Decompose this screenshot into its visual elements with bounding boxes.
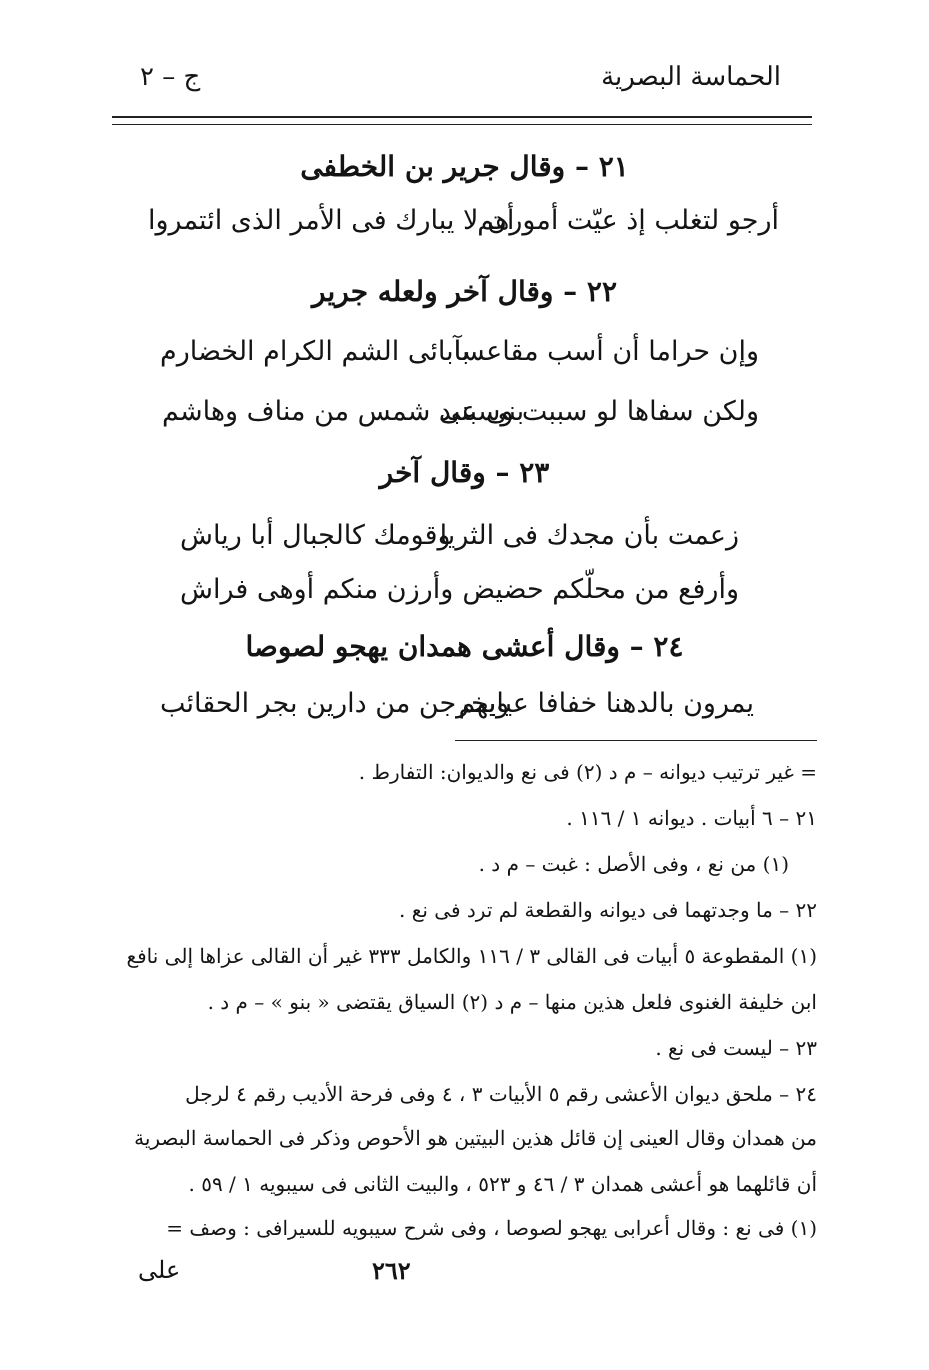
volume-indicator: ج – ٢ (140, 62, 201, 92)
footnote-line: ٢٣ – ليست فى نع . (655, 1036, 817, 1060)
verse-second-hemistich: وأرزن منكم أوهى فراش (180, 574, 454, 605)
footnote-separator (455, 740, 817, 741)
catchword: على (138, 1256, 181, 1284)
verse-second-hemistich: بآبائى الشم الكرام الخضارم (160, 336, 470, 367)
poem-heading: ٢١ – وقال جرير بن الخطفى (300, 150, 629, 183)
footnote-line: (١) المقطوعة ٥ أبيات فى القالى ٣ / ١١٦ والكامل ٣٣٣ غير أن القالى عزاها إلى نافع (126, 944, 817, 968)
page-number: ٢٦٢ (372, 1256, 411, 1285)
verse-second-hemistich: بنى عبد شمس من مناف وهاشم (162, 396, 525, 427)
footnote-line: ٢٢ – ما وجدتهما فى ديوانه والقطعة لم ترد فى نع . (399, 898, 817, 922)
poem-heading: ٢٣ – وقال آخر (379, 456, 550, 489)
footnote-line: أن قائلهما هو أعشى همدان ٣ / ٤٦ و ٥٢٣ ، والبيت الثانى فى سيبويه ١ / ٥٩ . (188, 1172, 817, 1196)
footnote-line: = غير ترتيب ديوانه – م د (٢) فى نع والديوان: التفارط . (358, 760, 817, 784)
footnote-line: (١) من نع ، وفى الأصل : غبت – م د . (478, 852, 789, 876)
footnote-line: ابن خليفة الغنوى فلعل هذين منها – م د (٢) السياق يقتضى « بنو » – م د . (207, 990, 817, 1014)
verse-first-hemistich: أرجو لتغلب إذ عيّت أمورهم (477, 205, 779, 236)
footnote-line: ٢٤ – ملحق ديوان الأعشى رقم ٥ الأبيات ٣ ، ٤ وفى فرحة الأديب رقم ٤ لرجل (185, 1082, 817, 1106)
verse-second-hemistich: أن لا يبارك فى الأمر الذى ائتمروا (148, 205, 515, 236)
running-title: الحماسة البصرية (601, 62, 781, 92)
verse-first-hemistich: وإن حراما أن أسب مقاعسا (453, 336, 759, 367)
verse-first-hemistich: زعمت بأن مجدك فى الثريا (439, 520, 739, 551)
verse-second-hemistich: وقومك كالجبال أبا رياش (180, 520, 451, 551)
header-rule-thin (112, 124, 812, 125)
verse-second-hemistich: ويخرجن من دارين بجر الحقائب (160, 688, 510, 719)
footnote-line: ٢١ – ٦ أبيات . ديوانه ١ / ١١٦ . (566, 806, 817, 830)
poem-heading: ٢٢ – وقال آخر ولعله جرير (312, 275, 617, 308)
verse-first-hemistich: يمرون بالدهنا خفافا عيابهم (458, 688, 754, 719)
verse-first-hemistich: وأرفع من محلّكم حضيض (462, 574, 739, 605)
poem-heading: ٢٤ – وقال أعشى همدان يهجو لصوصا (245, 630, 684, 663)
header-rule (112, 116, 812, 118)
verse-first-hemistich: ولكن سفاها لو سببت وسبنى (438, 396, 759, 427)
footnote-line: (١) فى نع : وقال أعرابى يهجو لصوصا ، وفى شرح سيبويه للسيرافى : وصف = (166, 1216, 817, 1240)
footnote-line: من همدان وقال العينى إن قائل هذين البيتين هو الأحوص وذكر فى الحماسة البصرية (134, 1126, 817, 1150)
